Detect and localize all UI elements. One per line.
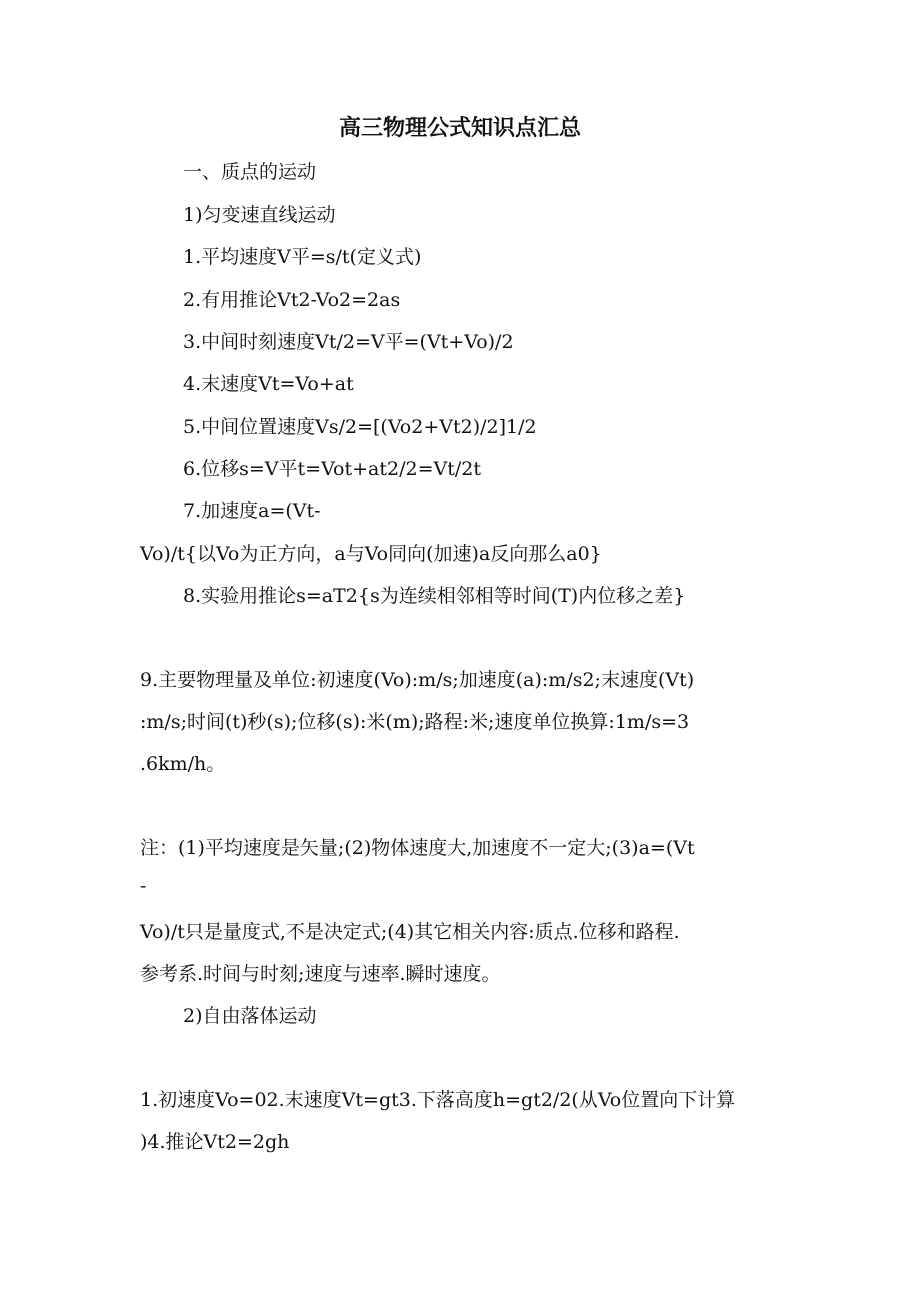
subsection-heading: 2)自由落体运动 bbox=[183, 1005, 317, 1027]
units-paragraph-line: .6km/h。 bbox=[140, 753, 226, 775]
document-title: 高三物理公式知识点汇总 bbox=[338, 115, 581, 141]
note-paragraph-line: - bbox=[140, 875, 147, 897]
formula-line: 5.中间位置速度Vs/2=[(Vo2+Vt2)/2]1/2 bbox=[183, 416, 537, 438]
freefall-paragraph-line: )4.推论Vt2=2gh bbox=[140, 1131, 290, 1153]
note-paragraph-line: 注：(1)平均速度是矢量;(2)物体速度大,加速度不一定大;(3)a=(Vt bbox=[140, 837, 695, 859]
note-paragraph-line: 参考系.时间与时刻;速度与速率.瞬时速度。 bbox=[140, 963, 501, 985]
subsection-heading: 1)匀变速直线运动 bbox=[183, 204, 336, 226]
formula-line-continued: Vo)/t{以Vo为正方向，a与Vo同向(加速)a反向那么a0} bbox=[140, 543, 602, 565]
formula-line: 4.末速度Vt=Vo+at bbox=[183, 373, 354, 395]
formula-line: 2.有用推论Vt2-Vo2=2as bbox=[183, 289, 401, 311]
formula-line: 7.加速度a=(Vt- bbox=[183, 500, 321, 522]
units-paragraph-line: 9.主要物理量及单位:初速度(Vo):m/s;加速度(a):m/s2;末速度(Vt) bbox=[140, 669, 695, 691]
formula-line: 1.平均速度V平=s/t(定义式) bbox=[183, 246, 422, 268]
formula-line: 3.中间时刻速度Vt/2=V平=(Vt+Vo)/2 bbox=[183, 331, 514, 353]
note-paragraph-line: Vo)/t只是量度式,不是决定式;(4)其它相关内容:质点.位移和路程. bbox=[140, 921, 680, 943]
units-paragraph-line: :m/s;时间(t)秒(s);位移(s):米(m);路程:米;速度单位换算:1m/s=3 bbox=[140, 711, 690, 733]
section-heading: 一、质点的运动 bbox=[183, 161, 317, 183]
formula-line: 6.位移s=V平t=Vot+at2/2=Vt/2t bbox=[183, 458, 481, 480]
freefall-paragraph-line: 1.初速度Vo=02.末速度Vt=gt3.下落高度h=gt2/2(从Vo位置向下计算 bbox=[140, 1089, 736, 1111]
formula-line: 8.实验用推论s=aT2{s为连续相邻相等时间(T)内位移之差} bbox=[183, 585, 686, 607]
